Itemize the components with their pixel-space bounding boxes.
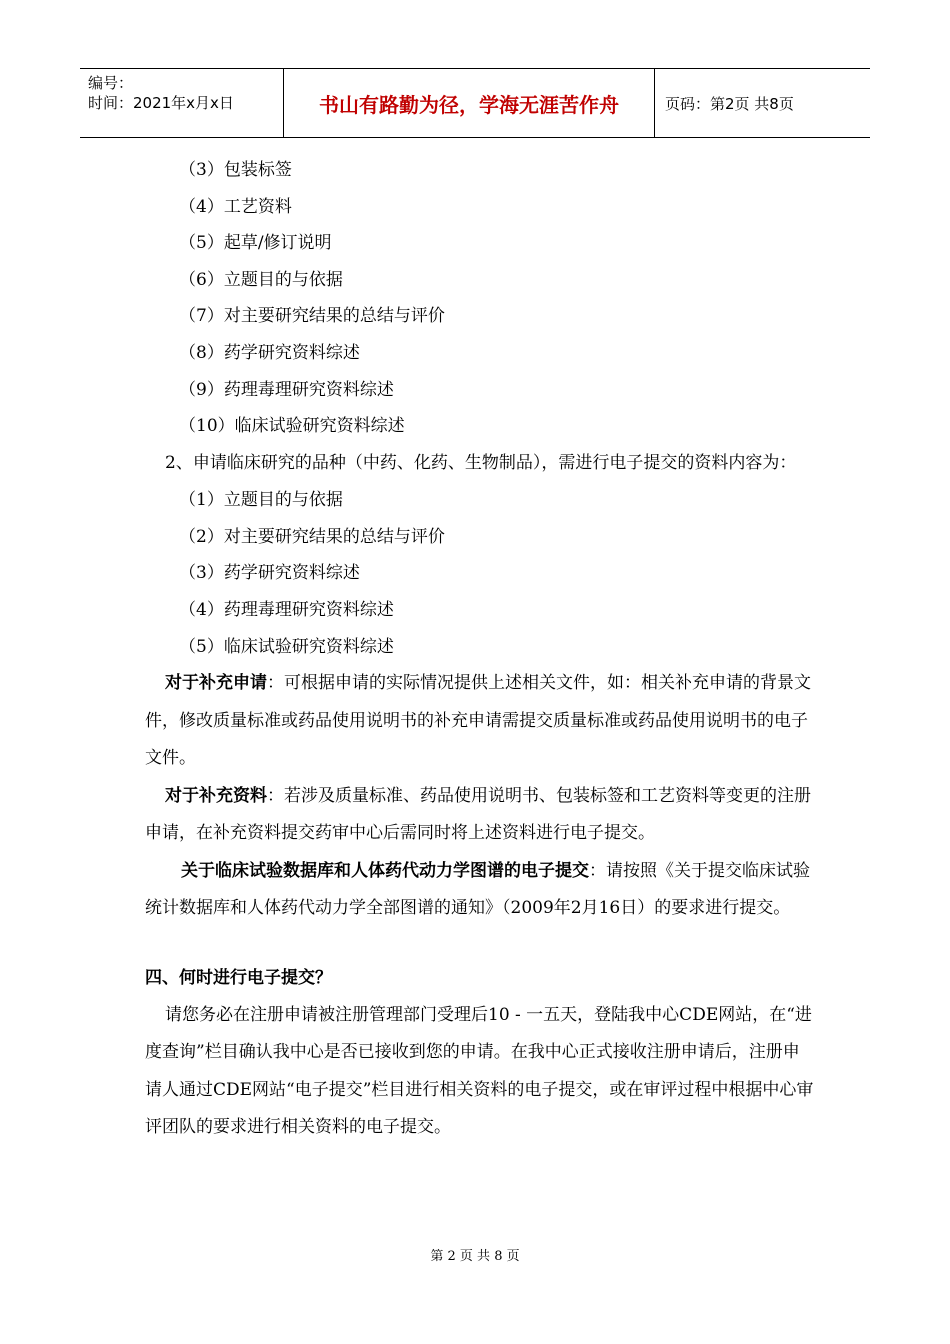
header-motto: 书山有路勤为径，学海无涯苦作舟: [283, 69, 655, 137]
list-item: （7）对主要研究结果的总结与评价: [179, 306, 445, 327]
list-item: （9）药理毒理研究资料综述: [179, 379, 394, 400]
list-item: （10）临床试验研究资料综述: [179, 416, 405, 437]
clinical-text: ：请按照《关于提交临床试验统计数据库和人体药代动力学全部图谱的通知》（2009年2月16日）的要求进行提交。: [145, 860, 810, 919]
paragraph-clinical-database: [145, 853, 815, 928]
list-item: （5）临床试验研究资料综述: [179, 636, 394, 657]
supp-data-text: ：若涉及质量标准、药品使用说明书、包装标签和工艺资料等变更的注册申请，在补充资料提交药审中心后需同时将上述资料进行电子提交。: [145, 785, 811, 844]
paragraph-clinical-application: 2、申请临床研究的品种（中药、化药、生物制品），需进行电子提交的资料内容为：: [165, 452, 797, 473]
list-materials: [145, 152, 815, 445]
header-page-info: 页码：第2页 共8页: [665, 94, 794, 113]
list-item: （8）药学研究资料综述: [179, 342, 360, 363]
document-body: [145, 152, 815, 1147]
supp-app-text: ：可根据申请的实际情况提供上述相关文件，如：相关补充申请的背景文件，修改质量标准或药品使用说明书的补充申请需提交质量标准或药品使用说明书的电子文件。: [145, 673, 811, 769]
page-footer: 第 2 页 共 8 页: [430, 1249, 520, 1264]
header-meta: [80, 69, 283, 137]
list-item: （4）工艺资料: [179, 196, 292, 217]
list-item: （3）包装标签: [179, 160, 292, 180]
list-item: （4）药理毒理研究资料综述: [179, 600, 394, 621]
section-heading: 四、何时进行电子提交？: [145, 967, 332, 988]
paragraph-supplementary-data: [145, 778, 815, 853]
list-item: （1）立题目的与依据: [179, 490, 343, 511]
paragraph-supplementary-application: [145, 665, 815, 778]
list-item: （6）立题目的与依据: [179, 269, 343, 290]
number-label: 编号：: [88, 74, 134, 92]
list-clinical-materials: [145, 482, 815, 665]
page-header: [80, 68, 870, 138]
list-item: （2）对主要研究结果的总结与评价: [179, 526, 445, 547]
clinical-label: 关于临床试验数据库和人体药代动力学图谱的电子提交: [181, 860, 589, 881]
time-label: 时间：2021年x月x日: [88, 94, 234, 112]
section-body: 请您务必在注册申请被注册管理部门受理后10 - 一五天，登陆我中心CDE网站，在“进度查询”栏目确认我中心是否已接收到您的申请。在我中心正式接收注册申请后，注册申请人通过CDE网站“电子提交”栏目进行相关资料的电子提交，或在审评过程中根据中心审评团队的要求进行相关资料的电子提交。: [145, 1004, 814, 1138]
list-item: （3）药学研究资料综述: [179, 563, 360, 584]
supp-app-label: 对于补充申请: [165, 673, 267, 694]
list-item: （5）起草/修订说明: [179, 233, 332, 254]
supp-data-label: 对于补充资料: [165, 785, 267, 806]
